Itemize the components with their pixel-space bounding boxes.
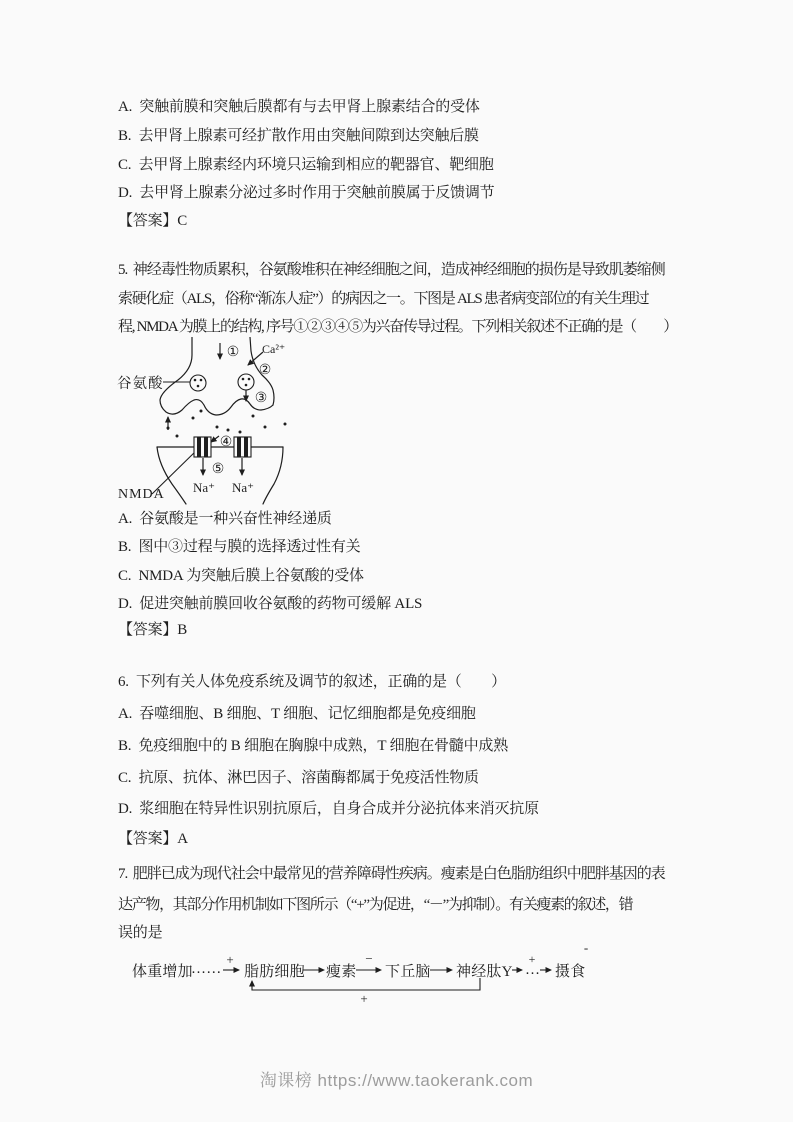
q4-option-c: C. 去甲肾上腺素经内环境只运输到相应的靶器官、靶细胞 xyxy=(118,157,494,173)
q5-option-a: A. 谷氨酸是一种兴奋性神经递质 xyxy=(118,511,332,527)
synapse-diagram xyxy=(112,337,312,505)
nmda-channel-1 xyxy=(194,437,211,457)
q6-stem: 6. 下列有关人体免疫系统及调节的叙述，正确的是（ ） xyxy=(118,674,506,690)
q5-stem-line-1: 5. 神经毒性物质累积，谷氨酸堆积在神经细胞之间，造成神经细胞的损伤是导致肌萎缩侧 xyxy=(118,262,665,278)
q7-stem-line-1: 7. 肥胖已成为现代社会中最常见的营养障碍性疾病。瘦素是白色脂肪组织中肥胖基因的表 xyxy=(118,866,665,882)
sodium-label-2: Na⁺ xyxy=(232,480,255,495)
q7-stem-line-3: 误的是 xyxy=(118,925,163,941)
vesicle-1 xyxy=(190,375,206,391)
flow-weight-gain: 体重增加 xyxy=(132,964,193,980)
q6-option-a: A. 吞噬细胞、B 细胞、T 细胞、记忆细胞都是免疫细胞 xyxy=(118,706,476,722)
step4-number: ④ xyxy=(219,435,233,450)
flow-minus: − xyxy=(365,951,373,966)
nmda-label: NMDA xyxy=(118,487,165,502)
q5-stem-line-2: 索硬化症（ALS，俗称“渐冻人症”）的病因之一。下图是 ALS 患者病变部位的有关生理过 xyxy=(118,291,649,307)
q6-option-b: B. 免疫细胞中的 B 细胞在胸腺中成熟，T 细胞在骨髓中成熟 xyxy=(118,738,509,754)
flow-dots-2: … xyxy=(525,962,541,978)
q5-stem-line-3: 程, NMDA 为膜上的结构, 序号①②③④⑤为兴奋传导过程。下列相关叙述不正确的是（ ） xyxy=(118,319,677,335)
flow-plus-1: + xyxy=(226,952,234,967)
synapse-diagram-svg xyxy=(112,337,312,505)
q5-answer: 【答案】B xyxy=(118,622,188,638)
vesicle-dots xyxy=(194,378,251,388)
q4-option-b: B. 去甲肾上腺素可经扩散作用由突触间隙到达突触后膜 xyxy=(118,128,479,144)
nmda-channel-2 xyxy=(234,437,251,457)
flow-leptin: 瘦素 xyxy=(326,964,357,980)
step2-number: ② xyxy=(258,363,272,378)
calcium-ion-label: Ca²⁺ xyxy=(262,342,286,356)
leptin-flow-svg xyxy=(120,940,620,1020)
q6-option-d: D. 浆细胞在特异性识别抗原后，自身合成并分泌抗体来消灭抗原 xyxy=(118,801,539,817)
q4-option-a: A. 突触前膜和突触后膜都有与去甲肾上腺素结合的受体 xyxy=(118,99,480,115)
step3-number: ③ xyxy=(254,391,268,406)
flow-fat-cell: 脂肪细胞 xyxy=(244,964,305,980)
vesicle-2 xyxy=(238,374,254,390)
q5-option-d: D. 促进突触前膜回收谷氨酸的药物可缓解 ALS xyxy=(118,596,423,612)
neurotransmitter-dots xyxy=(167,410,287,438)
leptin-flow-diagram xyxy=(120,940,620,1020)
q7-stem-line-2: 达产物，其部分作用机制如下图所示（“+”为促进，“－”为抑制）。有关瘦素的叙述，错 xyxy=(118,897,633,913)
q5-option-b: B. 图中③过程与膜的选择透过性有关 xyxy=(118,539,361,555)
step1-number: ① xyxy=(226,345,240,360)
flow-hypothalamus: 下丘脑 xyxy=(385,964,431,980)
q4-option-d: D. 去甲肾上腺素分泌过多时作用于突触前膜属于反馈调节 xyxy=(118,185,495,201)
flow-neuropeptide-y: 神经肽Y xyxy=(456,964,513,980)
postsynaptic-right-edge xyxy=(263,447,283,504)
step5-number: ⑤ xyxy=(211,462,225,477)
footer-watermark: 淘课榜 https://www.taokerank.com xyxy=(259,1071,534,1090)
q4-answer: 【答案】C xyxy=(118,213,188,229)
q6-option-c: C. 抗原、抗体、淋巴因子、溶菌酶都属于免疫活性物质 xyxy=(118,770,479,786)
glutamate-label: 谷氨酸 xyxy=(117,376,164,392)
flow-plus-3: + xyxy=(360,991,368,1006)
flow-dotted-leader: …… xyxy=(191,961,222,977)
q6-answer: 【答案】A xyxy=(118,831,188,847)
flow-intake: 摄食 xyxy=(555,964,586,980)
q5-option-c: C. NMDA 为突触后膜上谷氨酸的受体 xyxy=(118,568,364,584)
stray-minus-mark: - xyxy=(583,940,589,955)
sodium-label-1: Na⁺ xyxy=(193,480,216,495)
flow-plus-2: + xyxy=(528,952,536,966)
arrow-step4-binding xyxy=(211,436,219,442)
